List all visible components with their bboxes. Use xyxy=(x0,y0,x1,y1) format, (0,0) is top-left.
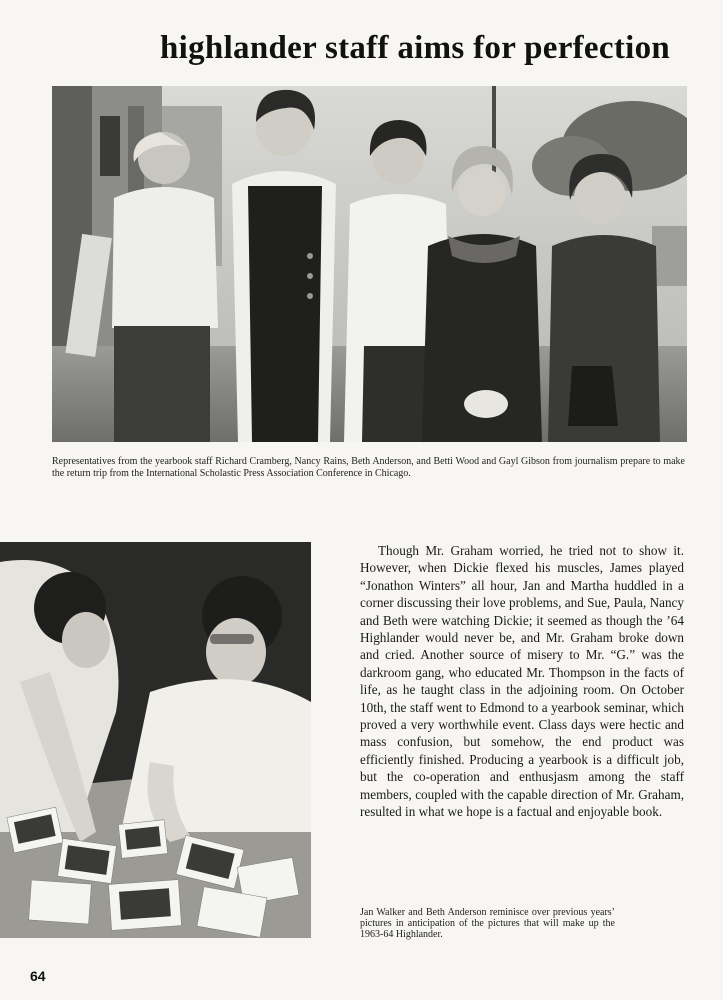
staff-group-photo xyxy=(52,86,687,442)
pictures-photo-caption: Jan Walker and Beth Anderson reminisce over previous years’ pictures in anticipation of the pictures that will make up the 1963-64 Highlander. xyxy=(360,907,615,940)
page-number: 64 xyxy=(30,968,46,984)
article-body: Though Mr. Graham worried, he tried not to show it. However, when Dickie flexed his muscles, James played “Jonathon Winters” all hour, Jan and Martha huddled in a corner discussing their love problems, and Sue, Paula, Nancy and Beth were watching Dickie; it seemed as though the ’64 Highlander would never be, and Mr. Graham broke down and cried. Another source of misery to Mr. “G.” was the darkroom gang, who educated Mr. Thompson in the facts of life, as he taught class in the adjoining room. On October 10th, the staff went to Edmond to a yearbook seminar, which proved a very worthwhile event. Class days were hectic and mass confusion, but somehow, the end product was efficiently finished. Producing a yearbook is a difficult job, but the co-operation and enthusjasm among the staff members, coupled with the capable direction of Mr. Graham, resulted in what we hope is a factual and enjoyable book. xyxy=(360,543,684,820)
yearbook-pictures-photo xyxy=(0,542,311,938)
page-title: highlander staff aims for perfection xyxy=(160,30,671,66)
group-photo-caption: Representatives from the yearbook staff Richard Cramberg, Nancy Rains, Beth Anderson, and Betti Wood and Gayl Gibson from journalism prepare to make the return trip from the International Scholastic Press Association Conference in Chicago. xyxy=(52,456,685,479)
